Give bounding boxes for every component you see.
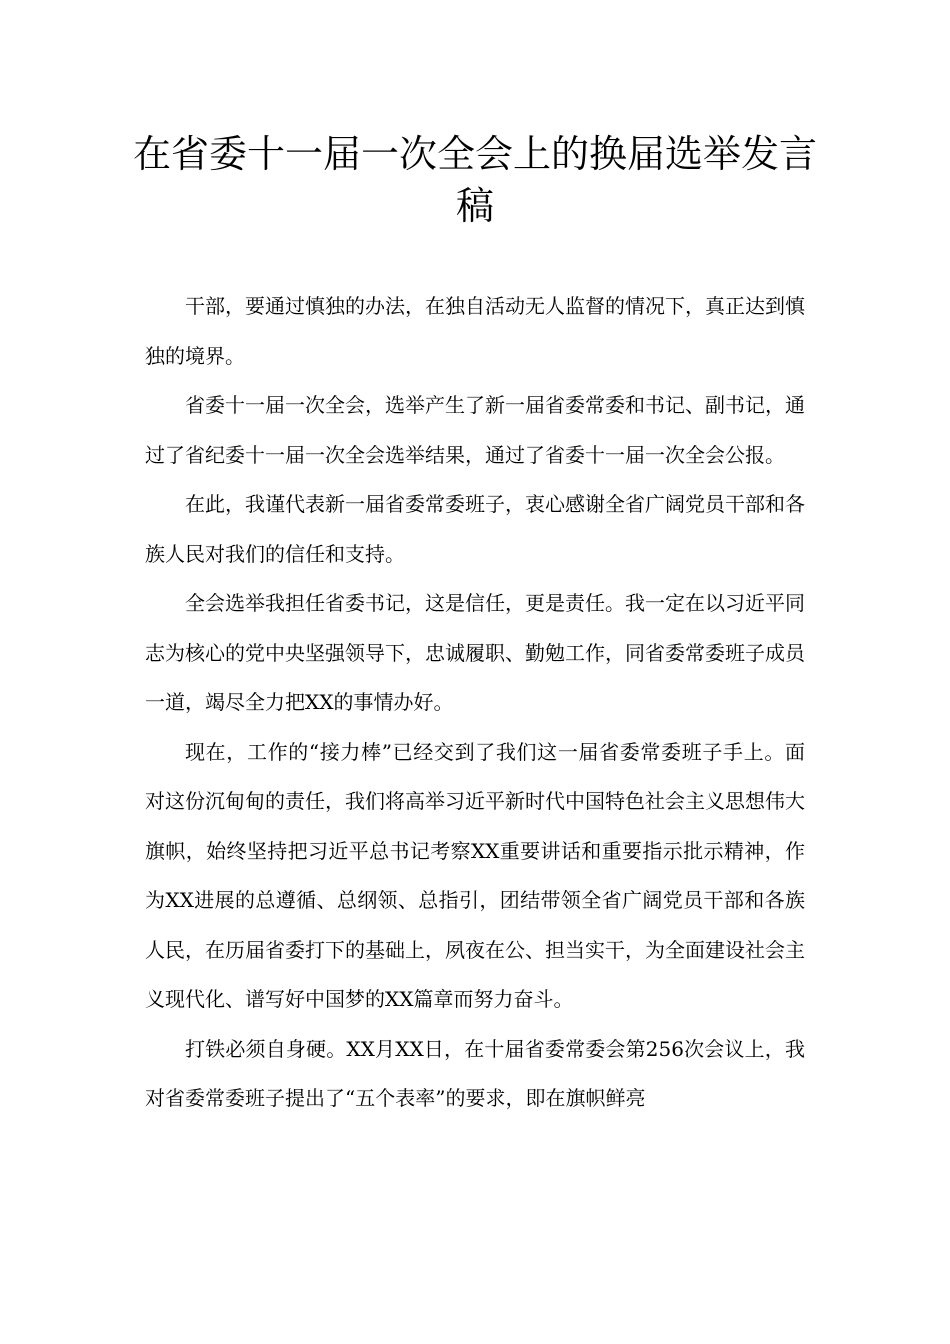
document-title: 在省委十一届一次全会上的换届选举发言稿	[132, 132, 817, 228]
paragraph-4: 全会选举我担任省委书记，这是信任，更是责任。我一定在以习近平同志为核心的党中央坚强领导下，忠诚履职、勤勉工作，同省委常委班子成员一道，竭尽全力把XX的事情办好。	[145, 591, 805, 714]
paragraph-1: 干部，要通过慎独的办法，在独自活动无人监督的情况下，真正达到慎独的境界。	[145, 294, 805, 368]
paragraph-2: 省委十一届一次全会，选举产生了新一届省委常委和书记、副书记，通过了省纪委十一届一次全会选举结果，通过了省委十一届一次全会公报。	[145, 393, 805, 467]
document-body	[145, 282, 805, 1124]
paragraph-5: 现在，工作的“接力棒”已经交到了我们这一届省委常委班子手上。面对这份沉甸甸的责任，我们将高举习近平新时代中国特色社会主义思想伟大旗帜，始终坚持把习近平总书记考察XX重要讲话和重要指示批示精神，作为XX进展的总遵循、总纲领、总指引，团结带领全省广阔党员干部和各族人民，在历届省委打下的基础上，夙夜在公、担当实干，为全面建设社会主义现代化、谱写好中国梦的XX篇章而努力奋斗。	[145, 739, 805, 1011]
paragraph-3: 在此，我谨代表新一届省委常委班子，衷心感谢全省广阔党员干部和各族人民对我们的信任和支持。	[145, 492, 805, 566]
paragraph-6: 打铁必须自身硬。XX月XX日，在十届省委常委会第256次会议上，我对省委常委班子提出了“五个表率”的要求，即在旗帜鲜亮	[145, 1036, 805, 1110]
